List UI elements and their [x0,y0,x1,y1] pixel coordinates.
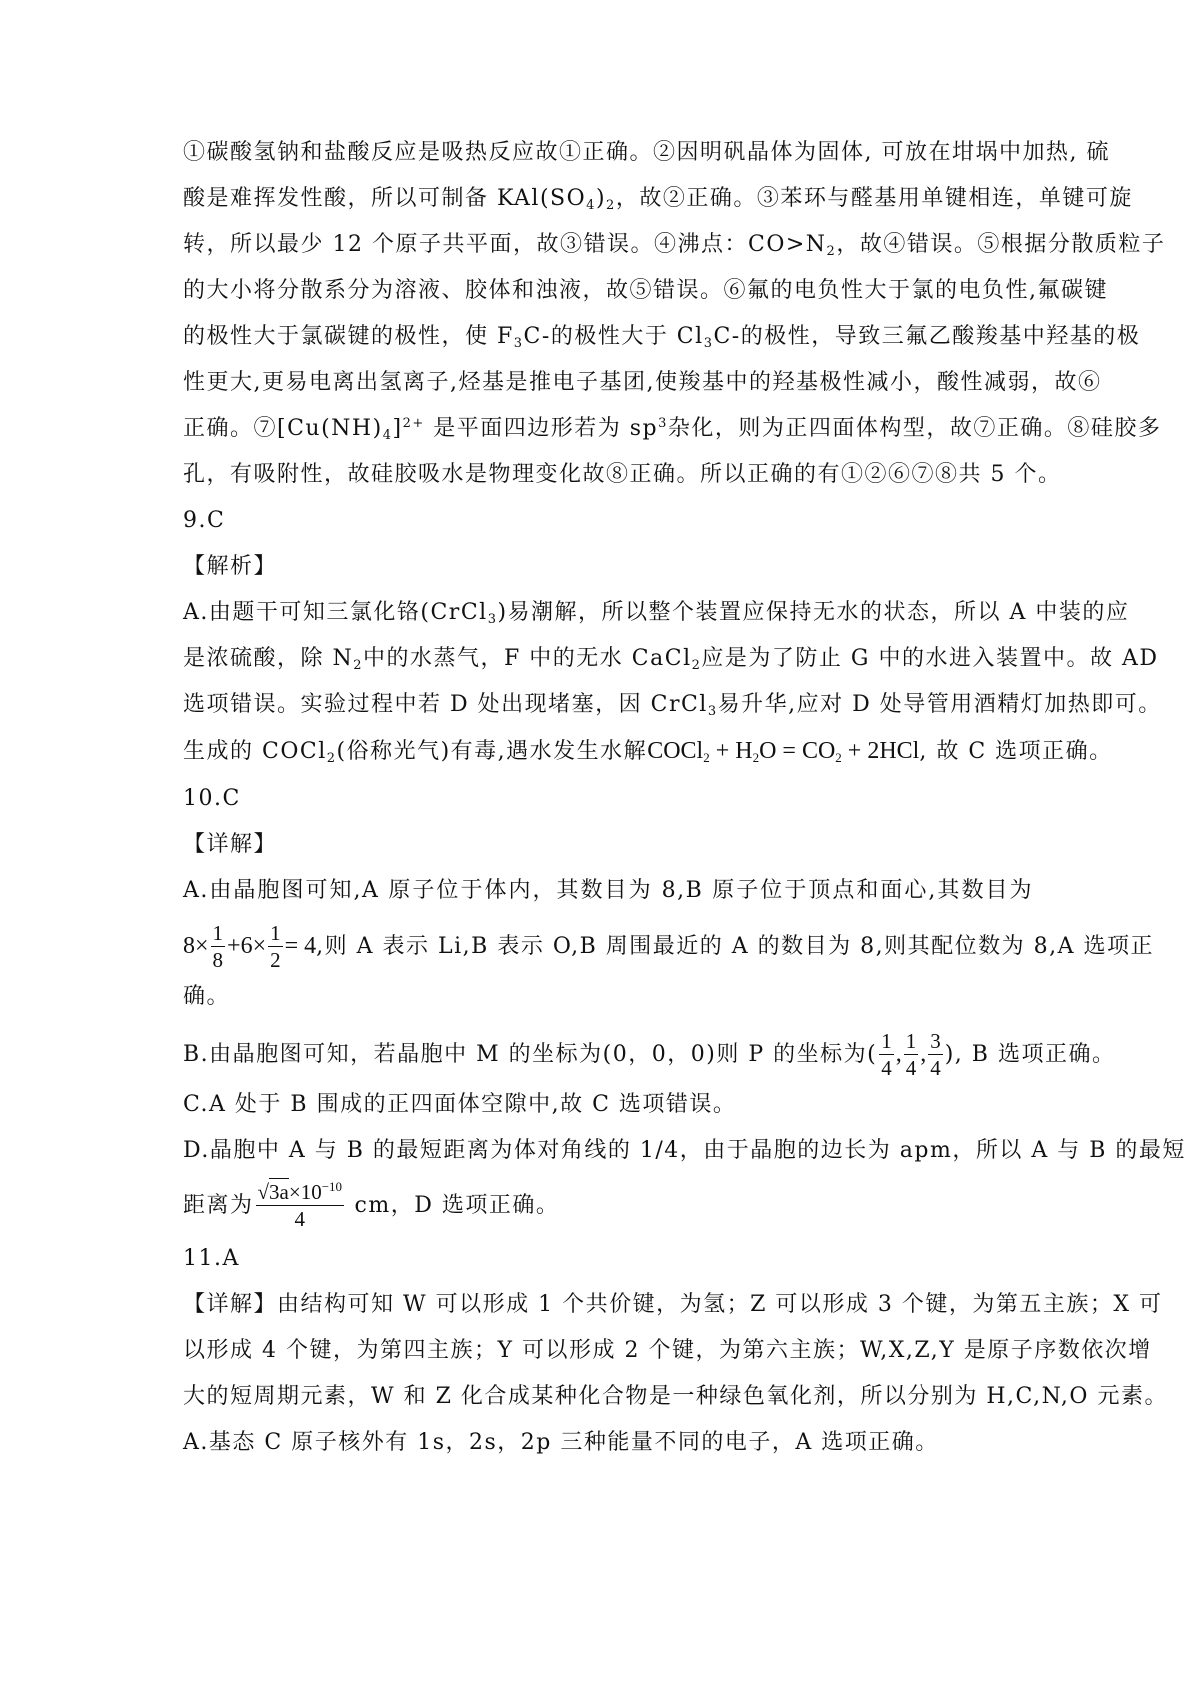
answer-heading: 9.C [183,508,226,533]
section-label: 【解析】 [183,554,278,579]
fraction: $\frac{1}{4}$ [905,1029,917,1080]
text-line: B.由晶胞图可知，若晶胞中 M 的坐标为(0，0，0)则 P 的坐标为( $\frac{1}{4}$ , $\frac{1}{4}$ , $\frac{3}{4}$ ), B 选项正确。 [183,1029,1116,1080]
text-line: C.A 处于 B 围成的正四面体空隙中,故 C 选项错误。 [183,1092,737,1117]
text-line: 孔，有吸附性，故硅胶吸水是物理变化故⑧正确。所以正确的有①②⑥⑦⑧共 5 个。 [183,462,1062,487]
text-line: 性更大,更易电离出氢离子,烃基是推电子基团,使羧基中的羟基极性减小，酸性减弱，故⑥ [183,370,1102,395]
text-line: 的大小将分散系分为溶液、胶体和浊液，故⑤错误。⑥氟的电负性大于氯的电负性,氟碳键 [183,278,1108,303]
text-line: 选项错误。实验过程中若 D 处出现堵塞，因 CrCl$_3$易升华,应对 D 处导管用酒精灯加热即可。 [183,692,1162,719]
answer-heading: 10.C [183,786,241,811]
text-line: 大的短周期元素，W 和 Z 化合成某种化合物是一种绿色氧化剂，所以分别为 H,C,N,O 元素。 [183,1384,1168,1409]
text-line: 是浓硫酸，除 $N_2$中的水蒸气，F 中的无水 CaCl$_2$应是为了防止 G 中的水进入装置中。故 AD [183,646,1159,673]
text-line: A.基态 C 原子核外有 1s，2s，2p 三种能量不同的电子，A 选项正确。 [183,1430,939,1455]
fraction: $\frac{1}{8}$ [212,921,224,972]
text-line: 【详解】由结构可知 W 可以形成 1 个共价键，为氢；Z 可以形成 3 个键，为第五主族；X 可 [183,1292,1163,1317]
text-line: 正确。$⑦[Cu(NH)_4]^{2+}$ 是平面四边形若为 $sp^3$杂化，则为正四面体构型，故⑦正确。⑧硅胶多 [183,416,1162,443]
text-line: 转，所以最少 12 个原子共平面，故③错误。④沸点：$CO>N_2$，故④错误。⑤根据分散质粒子 [183,232,1166,259]
text-line: D.晶胞中 A 与 B 的最短距离为体对角线的 1/4，由于晶胞的边长为 apm，所以 A 与 B 的最短 [183,1138,1186,1163]
text-line: 确。 [183,984,231,1009]
text-line: ①碳酸氢钠和盐酸反应是吸热反应故①正确。②因明矾晶体为固体, 可放在坩埚中加热, 硫 [183,140,1110,165]
fraction: $\frac{√3a\times 10^{-10}}{4}$ [257,1179,343,1231]
text-line: 酸是难挥发性酸，所以可制备 $KAl(SO_4)_2$，故②正确。③苯环与醛基用单键相连，单键可旋 [183,186,1133,213]
text-line: A.由题干可知三氯化铬(CrCl$_3$)易潮解，所以整个装置应保持无水的状态，所以 A 中装的应 [183,600,1130,627]
text-line: A.由晶胞图可知,A 原子位于体内，其数目为 8,B 原子位于顶点和面心,其数目为 [183,878,1033,903]
text-line: 的极性大于氯碳键的极性，使 $F_3C-$的极性大于 $Cl_3C-$的极性，导致三氟乙酸羧基中羟基的极 [183,324,1141,351]
fraction: $\frac{1}{2}$ [270,921,281,972]
fraction: $\frac{3}{4}$ [930,1029,941,1080]
text-line: 以形成 4 个键，为第四主族；Y 可以形成 2 个键，为第六主族；W,X,Z,Y 是原子序数依次增 [183,1338,1152,1363]
section-label: 【详解】 [183,832,278,857]
text-line: 8× $\frac{1}{8}$ +6× $\frac{1}{2}$ = 4,则 A 表示 Li,B 表示 O,B 周围最近的 A 的数目为 8,则其配位数为 8,A 选项正 [183,921,1154,972]
text-line: 生成的 COCl$_2$(俗称光气)有毒,遇水发生水解COCl$_2$ + $H_2O = CO_2 + 2HCl$, 故 C 选项正确。 [183,738,1113,766]
text-line: 距离为 $\frac{√3a\times 10^{-10}}{4}$ cm，D 选项正确。 [183,1179,560,1231]
hydrolysis-equation: COCl$_2$ + $H_2O = CO_2 + 2HCl$ [647,738,920,765]
answer-heading: 11.A [183,1246,240,1271]
fraction: $\frac{1}{4}$ [881,1029,892,1080]
